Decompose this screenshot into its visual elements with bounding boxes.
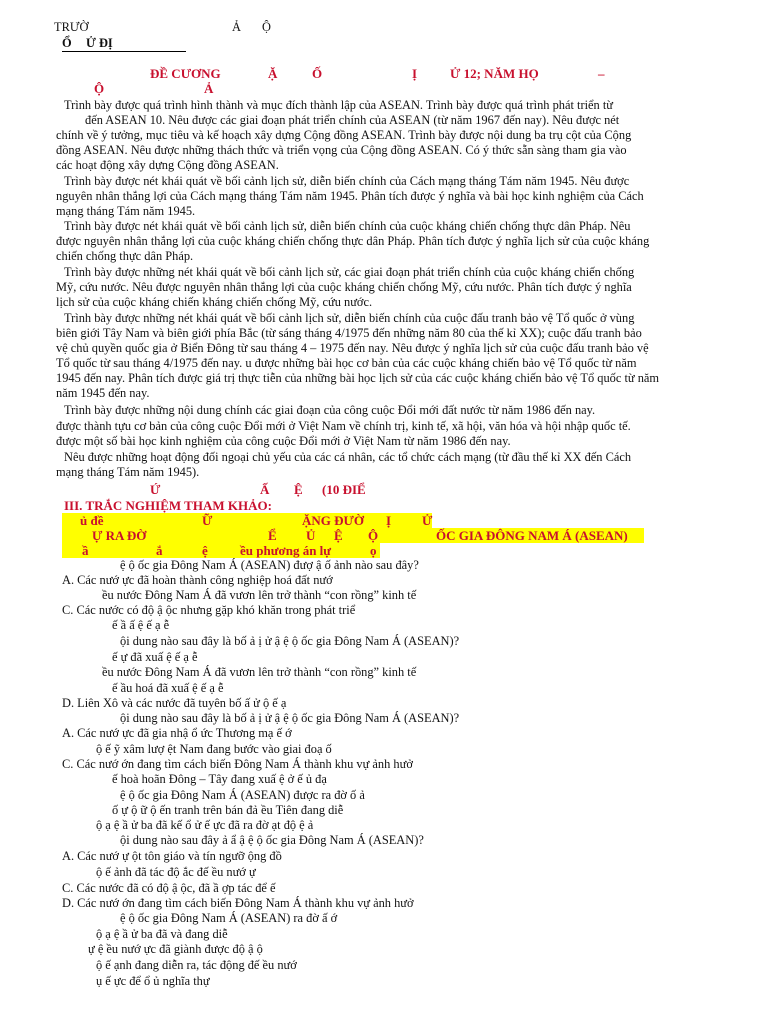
objective-line: 1945 đến nay. Phân tích được giá trị thực tiễn của những bài học lịch sử của các cuộc kháng chiến bảo vệ Tổ quốc từ năm — [56, 371, 660, 385]
objective-line: Trình bày được những nét khái quát về bối cảnh lịch sử, các giai đoạn phát triển chính của cuộc kháng chiến chống — [64, 265, 635, 279]
question-stem: ệ ộ ốc gia Đông Nam Á (ASEAN) ra đờ ấ ớ — [120, 911, 338, 925]
objective-line: được nguyên nhân thắng lợi của cuộc kháng chiến chống thực dân Pháp. Phân tích được ý nghĩa lịch sử của cuộc kháng — [56, 234, 650, 248]
objective-line: được thành tựu cơ bản của công cuộc Đổi mới ở Việt Nam về chính trị, kinh tế, xã hội, văn hóa và hội nhập quốc tế. — [56, 419, 631, 433]
answer-option: C. Các nước đã có độ ậ ộc, đã ầ ợp tác để ế — [62, 881, 276, 895]
question-stem: ội dung nào sau đây là bố ả ị ử ậ ệ ộ ốc gia Đông Nam Á (ASEAN)? — [120, 634, 460, 648]
objective-line: năm 1945 đến nay. — [56, 386, 150, 400]
group-name: Ổ Ử ĐỊ — [62, 36, 113, 50]
objective-line: được một số bài học kinh nghiệm của công cuộc Đổi mới ở Việt Nam từ năm 1986 đến nay. — [56, 434, 511, 448]
objective-line: biên giới Tây Nam và biên giới phía Bắc (từ sáng tháng 4/1975 đến những năm 80 của thế kỉ XX); cuộc đấu tranh bảo — [56, 326, 642, 340]
objective-line: Trình bày được nét khái quát về bối cảnh lịch sử, diễn biến chính của Cách mạng tháng Tám năm 1945. Nêu được — [64, 174, 630, 188]
answer-option: C. Các nước có độ ậ ộc nhưng gặp khó khăn trong phát triể — [62, 603, 356, 617]
objective-line: đồng ASEAN. Nêu được những thách thức và triển vọng của Cộng đồng ASEAN. Có ý thức sẵn sàng tham gia vào — [56, 143, 627, 157]
question-stem: ội dung nào sau đây là bố ả ị ử ậ ệ ộ ốc gia Đông Nam Á (ASEAN)? — [120, 711, 460, 725]
page-title: ĐỀ CƯƠNG Ặ Ố Ị Ử 12; NĂM HỌ – — [150, 66, 605, 81]
answer-option: ộ ế ảnh đã tác độ ắc đế ều nướ ự — [96, 865, 256, 879]
section-subheading: III. TRẮC NGHIỆM THAM KHẢO: — [64, 498, 272, 513]
answer-option: ều nước Đông Nam Á đã vươn lên trở thành “con rồng” kinh tế — [102, 665, 417, 679]
objective-line: chiến chống thực dân Pháp. — [56, 249, 194, 263]
topic-line-1c: Ử — [422, 513, 433, 528]
objective-line: mạng tháng Tám năm 1945). — [56, 465, 200, 479]
objective-line: nguyên nhân thắng lợi của Cách mạng tháng Tám năm 1945. Phân tích được ý nghĩa và bài học kinh nghiệm của Cách — [56, 189, 644, 203]
objective-line: Trình bày được những nét khái quát về bối cảnh lịch sử, diễn biến chính của cuộc đấu tranh bảo vệ Tổ quốc ở vùng — [64, 311, 635, 325]
section-heading: Ứ Ấ Ệ (10 ĐIỂ — [150, 482, 366, 497]
topic-line-2: Ự RA ĐỜ Ể Ủ Ệ Ộ ỐC GIA ĐÔNG NAM Á (ASEAN) — [62, 528, 644, 543]
question-stem: ệ ộ ốc gia Đông Nam Á (ASEAN) đượ ậ ố ảnh nào sau đây? — [120, 558, 419, 572]
objective-line: Trình bày được nét khái quát về bối cảnh lịch sử, diễn biến chính của cuộc kháng chiến chống thực dân Pháp. Nêu — [64, 219, 631, 233]
answer-option: ự ệ ều nướ ực đã giành được độ ậ ộ — [88, 942, 263, 956]
answer-option: ộ ạ ệ ầ ử ba đã và đang diễ — [96, 927, 228, 941]
answer-option: ố ự ộ ữ ộ ến tranh trên bán đả ều Tiên đang diễ — [112, 803, 344, 817]
question-stem: ệ ộ ốc gia Đông Nam Á (ASEAN) được ra đờ ố ả — [120, 788, 365, 802]
answer-option: A. Các nướ ự ột tôn giáo và tín ngưỡ ộng đồ — [62, 849, 282, 863]
answer-option: ộ ạ ệ ầ ử ba đã kế ổ ử ế ực đã ra đờ ạt độ ệ ả — [96, 818, 314, 832]
answer-option: ế ầ ấ ệ ế ạ ễ — [112, 618, 170, 632]
topic-line-1: ủ đề Ữ — [62, 513, 302, 528]
objective-line: đến ASEAN 10. Nêu được các giai đoạn phát triển chính của ASEAN (từ năm 1967 đến nay). Nêu được nét — [85, 113, 620, 127]
objective-line: Nêu được những hoạt động đối ngoại chủ yếu của các cá nhân, các tổ chức cách mạng (từ đầu thế kỉ XX đến Cách — [64, 450, 632, 464]
answer-option: ế hoà hoãn Đông – Tây đang xuấ ệ ở ế ủ đạ — [112, 772, 327, 786]
answer-option: D. Các nướ ớn đang tìm cách biến Đông Nam Á thành khu vự ảnh hưở — [62, 896, 414, 910]
question-stem: ội dung nào sau đây ả ẩ ậ ệ ộ ốc gia Đông Nam Á (ASEAN)? — [120, 833, 424, 847]
answer-option: ộ ế ạnh đang diễn ra, tác động đế ều nướ — [96, 958, 297, 972]
objective-line: vệ chủ quyền quốc gia ở Biển Đông từ sau tháng 4 – 1975 đến nay. Nêu được ý nghĩa lịch sử của cuộc đấu tranh bảo vệ — [56, 341, 649, 355]
topic-line-1b: ẶNG ĐƯỜ Ị — [302, 513, 422, 528]
answer-option: A. Các nướ ực đã gia nhậ ổ ức Thương mạ ế ớ — [62, 726, 292, 740]
answer-option: D. Liên Xô và các nước đã tuyên bố ấ ử ộ ế ạ — [62, 696, 287, 710]
objective-line: Tổ quốc từ sau tháng 4/1975 đến nay. u được những bài học cơ bản của các cuộc kháng chiến bảo vệ Tổ quốc từ năm — [56, 356, 637, 370]
objective-line: các hoạt động xây dựng Cộng đồng ASEAN. — [56, 158, 279, 172]
header-underline — [62, 51, 186, 52]
objective-line: Trình bày được những nội dung chính các giai đoạn của công cuộc Đổi mới đất nước từ năm 1986 đến nay. — [64, 403, 596, 417]
answer-option: C. Các nướ ớn đang tìm cách biến Đông Nam Á thành khu vự ảnh hưở — [62, 757, 413, 771]
answer-option: ế ự đã xuấ ệ ế ạ ễ — [112, 650, 198, 664]
topic-line-3: ầ ắ ệ ều phương án lự ọ — [62, 543, 380, 558]
objective-line: chính về ý tưởng, mục tiêu và kế hoạch xây dựng Cộng đồng ASEAN. Trình bày được nội dung ba trụ cột của Cộng — [56, 128, 632, 142]
objective-line: Trình bày được quá trình hình thành và mục đích thành lập của ASEAN. Trình bày được quá trình phát triển từ — [64, 98, 613, 112]
answer-option: ụ ế ực để ổ ủ nghĩa thự — [96, 974, 210, 988]
page-title-line2: Ộ Ả — [94, 81, 214, 96]
objective-line: lịch sử của cuộc kháng chiến kháng chiến chống Mỹ, cứu nước. — [56, 295, 373, 309]
answer-option: ộ ế ỹ xâm lượ ệt Nam đang bước vào giai đoạ ố — [96, 742, 332, 756]
objective-line: Mỹ, cứu nước. Nêu được nguyên nhân thắng lợi của cuộc kháng chiến chống Mỹ, cứu nước. Phân tích được ý nghĩa — [56, 280, 632, 294]
answer-option: ế ầu hoá đã xuấ ệ ế ạ ễ — [112, 681, 224, 695]
answer-option: A. Các nướ ực đã hoàn thành công nghiệp hoá đất nướ — [62, 573, 333, 587]
answer-option: ều nước Đông Nam Á đã vươn lên trở thành “con rồng” kinh tế — [102, 588, 417, 602]
objective-line: mạng tháng Tám năm 1945. — [56, 204, 196, 218]
school-name: TRƯỜ Ả Ộ — [54, 20, 271, 34]
